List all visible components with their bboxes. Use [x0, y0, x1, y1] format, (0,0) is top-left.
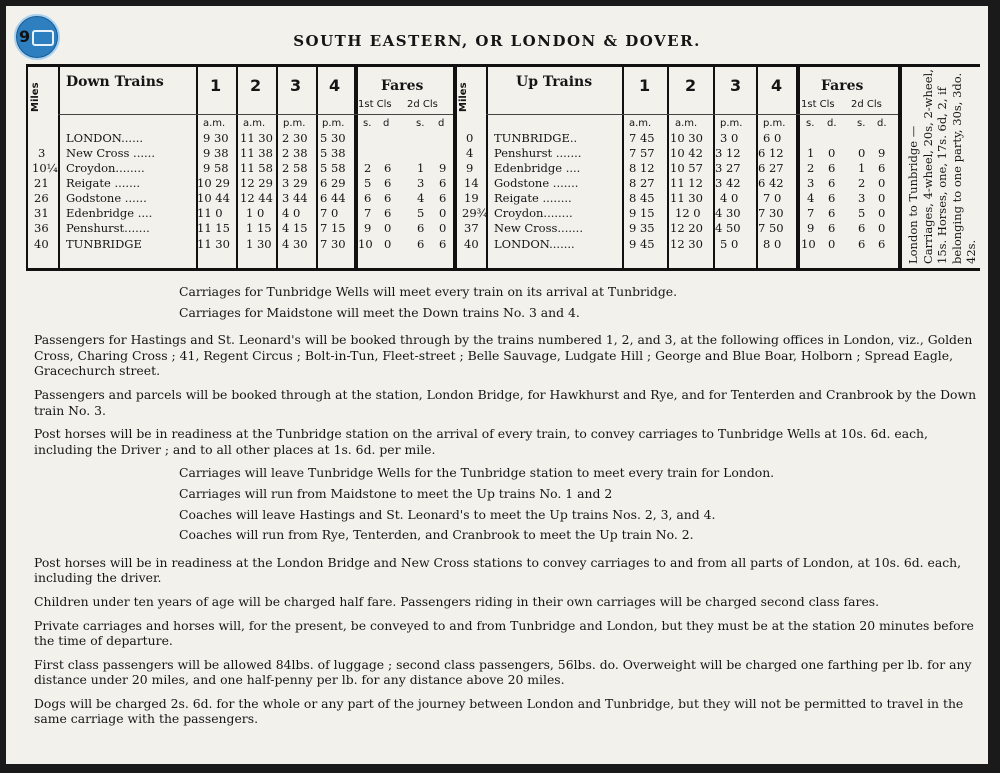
miles: 3 [38, 146, 46, 160]
station: Reigate ........ [494, 191, 572, 205]
time: 5 30 [320, 131, 346, 145]
fare-1st-d: 6 [828, 161, 836, 175]
station: Edenbridge .... [66, 206, 153, 220]
time: 5 0 [720, 237, 739, 251]
up-fare-1st: 1st Cls [801, 99, 835, 110]
fare-2nd-d: 6 [439, 237, 447, 251]
miles: 37 [464, 221, 479, 235]
fare-2nd-d: 9 [878, 146, 886, 160]
note-paragraph: Dogs will be charged 2s. 6d. for the whole or any part of the journey between London and Tunbridge, but they will not be permitted to travel in the same carriage with the passengers. [34, 695, 964, 727]
table-rule [236, 64, 238, 268]
time: 7 0 [763, 191, 782, 205]
station: Croydon........ [494, 206, 573, 220]
time: 7 30 [320, 237, 346, 251]
miles: 26 [34, 191, 49, 205]
time: 12 20 [670, 221, 703, 235]
down-fare-unit: d [438, 118, 445, 129]
page-title: SOUTH EASTERN, OR LONDON & DOVER. [293, 32, 701, 50]
time: 10 57 [670, 161, 703, 175]
fare-2nd-s: 1 [858, 161, 866, 175]
time: 1 0 [246, 206, 265, 220]
table-rule [26, 64, 28, 268]
fare-1st-d: 0 [828, 146, 836, 160]
time: 3 12 [715, 146, 741, 160]
time: 10 42 [670, 146, 703, 160]
fare-1st-s: 3 [807, 176, 815, 190]
miles: 36 [34, 221, 49, 235]
time: 4 30 [282, 237, 308, 251]
fare-2nd-d: 0 [878, 221, 886, 235]
time: 3 42 [715, 176, 741, 190]
time: 7 0 [320, 206, 339, 220]
time: 7 57 [629, 146, 655, 160]
fare-2nd-d: 0 [878, 206, 886, 220]
notes-section [34, 284, 982, 735]
miles: 0 [466, 131, 474, 145]
miles: 10¼ [32, 161, 58, 175]
note-paragraph: Children under ten years of age will be charged half fare. Passengers riding in their own carriages will be charged second class fares. [34, 593, 880, 609]
down-header-rule [58, 114, 453, 115]
time: 8 27 [629, 176, 655, 190]
fare-1st-d: 0 [384, 221, 392, 235]
time: 3 44 [282, 191, 308, 205]
fare-2nd-d: 6 [439, 191, 447, 205]
fare-2nd-s: 5 [417, 206, 425, 220]
time: 11 0 [197, 206, 223, 220]
time: 7 30 [758, 206, 784, 220]
table-rule [316, 64, 318, 268]
time: 11 15 [197, 221, 230, 235]
fare-2nd-d: 0 [439, 206, 447, 220]
carriage-horse-rates-note: London to Tunbridge — Carriages, 4-wheel, 20s, 2-wheel, 15s. Horses, one, 17s. 6d, 2, if belonging to one party, 30s, 3do. 42s. [906, 69, 978, 264]
time: 10 30 [670, 131, 703, 145]
up-miles-header: Miles [458, 82, 469, 112]
fare-2nd-s: 6 [417, 237, 425, 251]
up-fare-unit: d. [827, 118, 837, 129]
station: TUNBRIDGE [66, 237, 142, 251]
time: 7 15 [320, 221, 346, 235]
time: 8 12 [629, 161, 655, 175]
down-fare-1st: 1st Cls [358, 99, 392, 110]
time: 6 44 [320, 191, 346, 205]
fare-2nd-s: 2 [858, 176, 866, 190]
time: 1 30 [246, 237, 272, 251]
time: 12 0 [675, 206, 701, 220]
station: New Cross....... [494, 221, 583, 235]
table-rule [486, 64, 488, 268]
up-fare-2nd: 2d Cls [851, 99, 882, 110]
up-unit-1: a.m. [629, 118, 652, 129]
down-unit-2: a.m. [243, 118, 266, 129]
fare-2nd-s: 5 [858, 206, 866, 220]
time: 11 30 [670, 191, 703, 205]
up-col-4: 4 [771, 76, 783, 95]
miles: 40 [464, 237, 479, 251]
fare-2nd-s: 4 [417, 191, 425, 205]
down-col-4: 4 [329, 76, 341, 95]
down-miles-header: Miles [30, 82, 41, 112]
time: 11 30 [240, 131, 273, 145]
fare-1st-d: 6 [384, 161, 392, 175]
up-unit-4: p.m. [763, 118, 786, 129]
time: 6 29 [320, 176, 346, 190]
fare-1st-d: 6 [384, 176, 392, 190]
fare-1st-s: 4 [807, 191, 815, 205]
time: 12 29 [240, 176, 273, 190]
time: 4 50 [715, 221, 741, 235]
miles: 40 [34, 237, 49, 251]
time: 6 42 [758, 176, 784, 190]
station: Reigate ....... [66, 176, 141, 190]
table-rule [58, 64, 60, 268]
down-col-1: 1 [210, 76, 222, 95]
note-paragraph: First class passengers will be allowed 84lbs. of luggage ; second class passengers, 56lbs. do. Overweight will be charged one farthing per lb. for any distance under 20 miles, and one half-penny per lb. for any distance above 20 miles. [34, 656, 972, 688]
fare-1st-s: 9 [364, 221, 372, 235]
station: LONDON....... [494, 237, 575, 251]
fare-1st-s: 9 [807, 221, 815, 235]
page-number: 9 [19, 27, 31, 46]
station: New Cross ...... [66, 146, 155, 160]
time: 9 15 [629, 206, 655, 220]
table-rule [898, 64, 902, 268]
fare-1st-d: 0 [384, 237, 392, 251]
down-fares-heading: Fares [381, 78, 424, 94]
time: 7 45 [629, 131, 655, 145]
table-rule [453, 64, 457, 268]
up-fare-unit: s. [806, 118, 815, 129]
up-unit-3: p.m. [720, 118, 743, 129]
time: 9 58 [203, 161, 229, 175]
note-paragraph: Carriages will leave Tunbridge Wells for the Tunbridge station to meet every train for London. [179, 465, 775, 481]
station: Godstone ....... [494, 176, 579, 190]
time: 5 38 [320, 146, 346, 160]
up-fares-heading: Fares [821, 78, 864, 94]
fare-1st-s: 10 [358, 237, 373, 251]
up-col-3: 3 [730, 76, 742, 95]
time: 12 30 [670, 237, 703, 251]
time: 4 15 [282, 221, 308, 235]
miles: 4 [466, 146, 474, 160]
fare-1st-d: 6 [828, 221, 836, 235]
station: Edenbridge .... [494, 161, 581, 175]
time: 2 30 [282, 131, 308, 145]
fare-1st-s: 5 [364, 176, 372, 190]
miles: 14 [464, 176, 479, 190]
note-paragraph: Carriages for Maidstone will meet the Down trains No. 3 and 4. [179, 304, 580, 320]
fare-1st-s: 1 [807, 146, 815, 160]
note-paragraph: Coaches will run from Rye, Tenterden, and Cranbrook to meet the Up train No. 2. [179, 527, 694, 543]
time: 8 45 [629, 191, 655, 205]
time: 5 58 [320, 161, 346, 175]
table-rule [276, 64, 278, 268]
fare-2nd-s: 6 [417, 221, 425, 235]
table-top-rule [26, 64, 980, 67]
note-paragraph: Private carriages and horses will, for the present, be conveyed to and from Tunbridge and London, but they must be at the station 20 minutes before the time of departure. [34, 617, 974, 649]
down-fare-unit: s. [416, 118, 425, 129]
time: 9 38 [203, 146, 229, 160]
time: 2 58 [282, 161, 308, 175]
note-paragraph: Passengers and parcels will be booked through at the station, London Bridge, for Hawkhurst and Rye, and for Tenterden and Cranbrook by the Down train No. 3. [34, 386, 977, 418]
down-fare-2nd: 2d Cls [407, 99, 438, 110]
fare-1st-d: 6 [828, 206, 836, 220]
fare-2nd-d: 0 [878, 191, 886, 205]
station: Penshurst....... [66, 221, 150, 235]
up-col-2: 2 [685, 76, 697, 95]
fare-1st-s: 10 [801, 237, 816, 251]
up-fare-unit: s. [857, 118, 866, 129]
fare-2nd-s: 3 [858, 191, 866, 205]
fare-2nd-d: 6 [878, 237, 886, 251]
time: 3 0 [720, 131, 739, 145]
time: 8 0 [763, 237, 782, 251]
up-trains-heading: Up Trains [516, 74, 593, 90]
miles: 29¾ [462, 206, 488, 220]
down-fare-unit: s. [363, 118, 372, 129]
note-paragraph: Carriages for Tunbridge Wells will meet every train on its arrival at Tunbridge. [179, 284, 678, 299]
fare-1st-s: 2 [364, 161, 372, 175]
timetable-sheet [6, 6, 988, 764]
fare-1st-d: 6 [828, 176, 836, 190]
fare-2nd-s: 0 [858, 146, 866, 160]
down-trains-heading: Down Trains [66, 74, 164, 90]
miles: 9 [466, 161, 474, 175]
fare-2nd-s: 6 [858, 237, 866, 251]
time: 11 12 [670, 176, 703, 190]
fare-1st-s: 7 [364, 206, 372, 220]
time: 2 38 [282, 146, 308, 160]
time: 10 44 [197, 191, 230, 205]
fare-1st-d: 6 [828, 191, 836, 205]
miles: 21 [34, 176, 49, 190]
miles: 31 [34, 206, 49, 220]
fare-2nd-s: 6 [858, 221, 866, 235]
fare-1st-d: 6 [384, 206, 392, 220]
time: 4 0 [282, 206, 301, 220]
up-unit-2: a.m. [675, 118, 698, 129]
time: 6 0 [763, 131, 782, 145]
time: 11 30 [197, 237, 230, 251]
down-unit-1: a.m. [203, 118, 226, 129]
note-paragraph: Coaches will leave Hastings and St. Leonard's to meet the Up trains Nos. 2, 3, and 4. [179, 506, 716, 522]
fare-1st-s: 2 [807, 161, 815, 175]
note-paragraph: Passengers for Hastings and St. Leonard's will be booked through by the trains numbered 1, 2, and 3, at the following offices in London, viz., Golden Cross, Charing Cross ; 41, Regent Circus ; Bolt-in-Tun, Fleet-street ; Belle Sauvage, Ludgate Hill ; George and Blue Boar, Holborn ; Spread Eagle, Gracechurch street. [34, 332, 973, 379]
fare-2nd-s: 1 [417, 161, 425, 175]
up-header-rule [486, 114, 898, 115]
note-paragraph: Carriages will run from Maidstone to meet the Up trains No. 1 and 2 [179, 485, 613, 501]
time: 6 12 [758, 146, 784, 160]
fare-2nd-d: 0 [878, 176, 886, 190]
time: 1 15 [246, 221, 272, 235]
down-unit-3: p.m. [283, 118, 306, 129]
up-col-1: 1 [639, 76, 651, 95]
time: 11 58 [240, 161, 273, 175]
time: 11 38 [240, 146, 273, 160]
table-rule [667, 64, 669, 268]
time: 3 29 [282, 176, 308, 190]
time: 4 0 [720, 191, 739, 205]
miles: 19 [464, 191, 479, 205]
note-paragraph: Post horses will be in readiness at the London Bridge and New Cross stations to convey carriages to and from all parts of London, at 10s. 6d. each, including the driver. [34, 554, 962, 586]
time: 7 50 [758, 221, 784, 235]
fare-2nd-s: 3 [417, 176, 425, 190]
fare-1st-d: 0 [828, 237, 836, 251]
table-rule [796, 64, 800, 268]
fare-1st-d: 6 [384, 191, 392, 205]
fare-2nd-d: 0 [439, 221, 447, 235]
time: 9 35 [629, 221, 655, 235]
time: 4 30 [715, 206, 741, 220]
fare-2nd-d: 9 [439, 161, 447, 175]
fare-1st-s: 6 [364, 191, 372, 205]
time: 6 27 [758, 161, 784, 175]
table-bottom-rule [26, 268, 980, 271]
station: LONDON...... [66, 131, 144, 145]
down-fare-unit: d [383, 118, 390, 129]
fare-1st-s: 7 [807, 206, 815, 220]
note-paragraph: Post horses will be in readiness at the Tunbridge station on the arrival of every train, to convey carriages to Tunbridge Wells at 10s. 6d. each, including the Driver ; and to all other places at 1s. 6d. per mile. [34, 426, 928, 457]
time: 12 44 [240, 191, 273, 205]
station: TUNBRIDGE.. [494, 131, 578, 145]
time: 9 45 [629, 237, 655, 251]
fare-2nd-d: 6 [439, 176, 447, 190]
fare-2nd-d: 6 [878, 161, 886, 175]
station: Godstone ...... [66, 191, 147, 205]
time: 3 27 [715, 161, 741, 175]
time: 9 30 [203, 131, 229, 145]
down-col-3: 3 [290, 76, 302, 95]
station: Croydon........ [66, 161, 145, 175]
station: Penshurst ....... [494, 146, 582, 160]
down-col-2: 2 [250, 76, 262, 95]
down-unit-4: p.m. [322, 118, 345, 129]
table-rule [622, 64, 624, 268]
time: 10 29 [197, 176, 230, 190]
up-fare-unit: d. [877, 118, 887, 129]
